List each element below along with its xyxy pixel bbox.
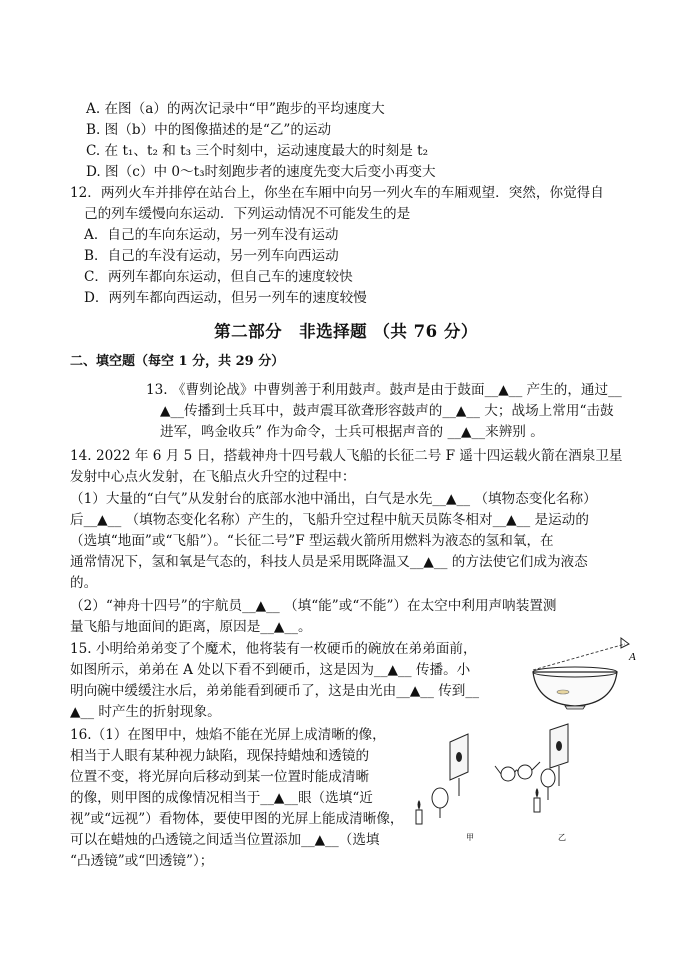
optics-figure	[400, 722, 610, 842]
point-a-label: A	[629, 651, 636, 663]
bowl-figure	[525, 630, 645, 710]
screen-image-yi	[556, 741, 562, 751]
q16-line4: 的像，则甲图的成像情况相当于__▲__眼（选填“近	[70, 790, 373, 806]
q16-line6: 可以在蜡烛的凸透镜之间适当位置添加__▲__（选填	[70, 832, 380, 848]
bowl-foot	[565, 706, 585, 709]
q14-line2: 发射中心点火发射，在飞船点火升空的过程中：	[70, 469, 356, 485]
q11-option-a: A. 在图（a）的两次记录中“甲”跑步的平均速度大	[86, 101, 385, 117]
sight-line	[533, 644, 625, 670]
q12-stem-line1: 12．两列火车并排停在站台上，你坐在车厢中向另一列火车的车厢观望．突然，你觉得自	[70, 185, 604, 201]
q13-line1: 13. 《曹刿论战》中曹刿善于利用鼓声。鼓声是由于鼓面__▲__ 产生的，通过__	[146, 382, 622, 398]
setup-yi	[495, 724, 568, 842]
lens-yi	[541, 769, 555, 787]
q12-option-a: A．自己的车向东运动，另一列车没有运动	[84, 227, 339, 243]
section2-heading: 二、填空题（每空 1 分，共 29 分）	[70, 354, 285, 369]
screen-image-jia	[456, 752, 462, 762]
q13-line2: ▲__传播到士兵耳中，鼓声震耳欲聋形容鼓声的__▲__ 大；战场上常用“击鼓	[160, 403, 614, 419]
glasses-right-lens	[501, 767, 515, 781]
flame-yi	[536, 788, 539, 798]
eye-icon	[621, 638, 629, 648]
lens-jia	[432, 788, 448, 808]
q12-option-d: D．两列车都向西运动，但另一列车的速度较慢	[84, 290, 367, 306]
q14-line5: （选填“地面”或“飞船”）。“长征二号”F 型运载火箭所用燃料为液态的氢和氧，在	[70, 533, 554, 549]
part2-title: 第二部分 非选择题 （共 76 分）	[214, 322, 478, 341]
glasses-left-lens	[518, 765, 532, 779]
q14-line8: （2）“神舟十四号”的宇航员__▲__ （填“能”或“不能”）在太空中利用声呐装置测	[70, 598, 557, 614]
q12-stem-line2: 己的列车缓慢向东运动．下列运动情况不可能发生的是	[84, 206, 411, 222]
q14-line4: 后__▲__ （填物态变化名称）产生的，飞船升空过程中航天员陈冬相对__▲__ 是运动的	[70, 512, 589, 528]
setup-jia	[416, 734, 474, 842]
q14-line6: 通常情况下，氢和氧是气态的，科技人员是采用既降温又__▲__ 的方法使它们成为液态	[70, 554, 588, 570]
q16-line3: 位置不变，将光屏向后移动到某一位置时能成清晰	[70, 769, 370, 785]
q12-option-c: C．两列车都向东运动，但自己车的速度较快	[84, 269, 353, 285]
q14-line7: 的。	[70, 575, 98, 591]
label-jia: 甲	[466, 833, 474, 842]
candle-jia	[416, 810, 422, 824]
q15-line3: 明向碗中缓缓注水后，弟弟能看到硬币了，这是由光由__▲__ 传到__	[70, 683, 479, 699]
q13-line3: 进军，鸣金收兵” 作为命令，士兵可根据声音的 __▲__来辨别 。	[160, 424, 544, 440]
flame-jia	[418, 800, 421, 810]
q15-line1: 15. 小明给弟弟变了个魔术，他将装有一枚硬币的碗放在弟弟面前，	[70, 641, 477, 657]
q16-line7: “凸透镜”或“凹透镜”）；	[70, 853, 214, 869]
q11-option-c: C. 在 t₁、t₂ 和 t₃ 三个时刻中，运动速度最大的时刻是 t₂	[86, 143, 429, 159]
coin	[557, 690, 569, 694]
q16-line5: 视”或“远视”）看物体，要使甲图的光屏上能成清晰像，	[70, 811, 404, 827]
q16-line2: 相当于人眼有某种视力缺陷，现保持蜡烛和透镜的	[70, 748, 370, 764]
q14-line9: 量飞船与地面间的距离，原因是__▲__。	[70, 619, 312, 635]
q12-option-b: B．自己的车没有运动，另一列车向西运动	[84, 248, 339, 264]
candle-yi	[534, 798, 540, 812]
q16-line1: 16.（1）在图甲中，烛焰不能在光屏上成清晰的像，	[70, 727, 386, 743]
q11-option-d: D. 图（c）中 0～t₃时刻跑步者的速度先变大后变小再变大	[86, 164, 436, 180]
q15-line2: 如图所示，弟弟在 A 处以下看不到硬币，这是因为__▲__ 传播。小	[70, 662, 471, 678]
q15-line4: ▲__ 时产生的折射现象。	[70, 704, 221, 720]
label-yi: 乙	[558, 833, 566, 842]
q14-line1: 14. 2022 年 6 月 5 日，搭载神舟十四号载人飞船的长征二号 F 遥十四运载火箭在酒泉卫星	[70, 448, 623, 464]
q11-option-b: B. 图（b）中的图像描述的是“乙”的运动	[86, 122, 332, 138]
q14-line3: （1）大量的“白气”从发射台的底部水池中涌出，白气是水先__▲__ （填物态变化名称）	[70, 491, 597, 507]
